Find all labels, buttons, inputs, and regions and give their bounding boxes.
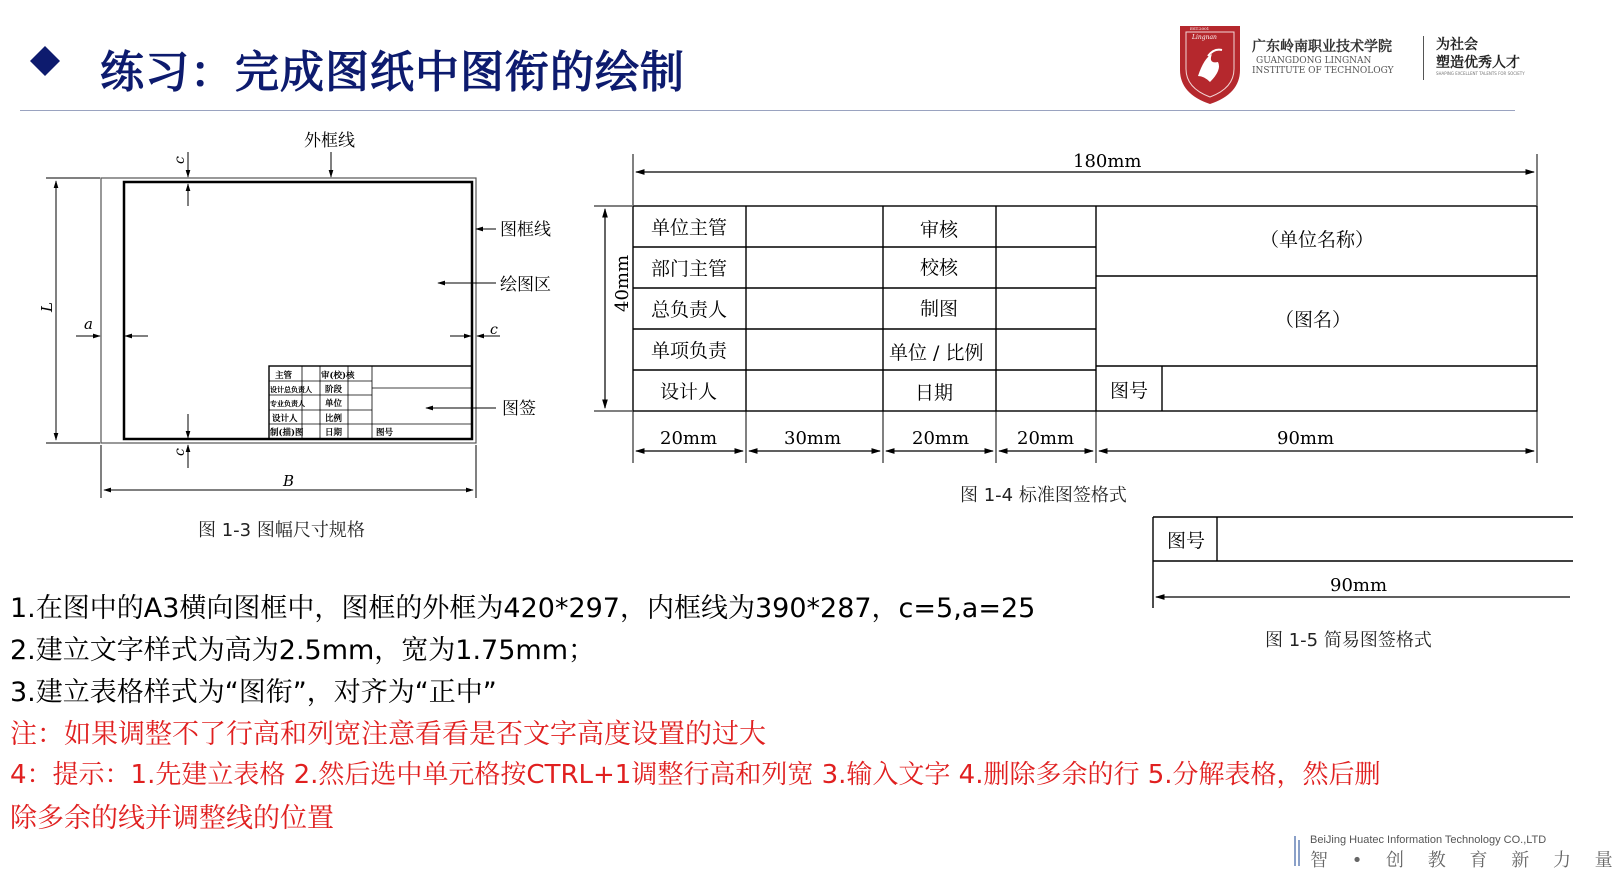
instruction-line-1: 1.在图中的A3横向图框中，图框的外框为420*297，内框线为390*287，c=5,a=25 [10, 593, 1036, 624]
slide-title: 练习：完成图纸中图衔的绘制 [100, 47, 685, 98]
diamond-bullet-icon [30, 46, 60, 76]
label-drawing-area: 绘图区 [500, 275, 551, 295]
footer-slogan: 智 • 创 教 育 新 力 量 [1310, 850, 1622, 871]
motto-line-2: 塑造优秀人才 [1436, 55, 1520, 71]
school-logo [1178, 24, 1548, 108]
mini-cell: 阶段 [325, 385, 343, 395]
dim-c-top: c [172, 156, 188, 164]
cell-drafting: 制图 [920, 298, 959, 320]
school-name-en-2: INSTITUTE OF TECHNOLOGY [1252, 66, 1394, 76]
hint-line-2: 除多余的线并调整线的位置 [10, 803, 334, 834]
cell-chief-responsible: 总负责人 [651, 299, 728, 321]
mini-cell: 比例 [325, 414, 343, 424]
mini-cell: 图号 [376, 428, 394, 438]
dim-height: 40mm [612, 254, 633, 312]
footer-bars-icon [1294, 836, 1302, 866]
figure-1-4-standard-title-block [586, 140, 1546, 470]
label-frame-line: 图框线 [500, 220, 551, 240]
dim-col-3: 20mm [912, 428, 970, 449]
title-block-grid [633, 206, 1537, 411]
cell-unit-scale: 单位 / 比例 [889, 342, 984, 364]
dim-col-2: 30mm [784, 428, 842, 449]
motto-en: SHAPING EXCELLENT TALENTS FOR SOCIETY [1436, 71, 1525, 76]
caption-fig-1-5: 图 1-5 简易图签格式 [1265, 630, 1432, 651]
dim-c-right: c [490, 322, 498, 338]
figure-1-3-sheet-size [0, 118, 590, 508]
dim-total-width: 180mm [1073, 151, 1142, 172]
dim-B-label: B [283, 472, 295, 490]
cell-designer: 设计人 [660, 381, 718, 403]
header-divider [20, 110, 1515, 111]
dim-col-1: 20mm [660, 428, 718, 449]
cell-date: 日期 [915, 382, 954, 404]
mini-cell: 主管 [275, 371, 293, 381]
simple-dim: 90mm [1330, 575, 1388, 596]
dim-col-4: 20mm [1017, 428, 1075, 449]
mini-cell: 设计总负责人 [270, 385, 312, 394]
figure-1-5-simple-title-block [1148, 512, 1573, 612]
mini-cell: 制(描)图 [270, 428, 304, 438]
caption-fig-1-4: 图 1-4 标准图签格式 [960, 485, 1127, 506]
dim-a-label: a [84, 315, 93, 333]
motto-line-1: 为社会 [1436, 37, 1478, 53]
label-title-block: 图签 [502, 399, 536, 419]
instruction-line-2: 2.建立文字样式为高为2.5mm，宽为1.75mm； [10, 635, 596, 666]
school-name-cn: 广东岭南职业技术学院 [1252, 39, 1392, 55]
caption-fig-1-3: 图 1-3 图幅尺寸规格 [198, 520, 365, 541]
dim-c-bottom: c [172, 448, 188, 456]
cell-drawing-name: （图名） [1275, 309, 1352, 331]
note-line: 注：如果调整不了行高和列宽注意看看是否文字高度设置的过大 [10, 719, 766, 750]
mini-cell: 审(校)核 [321, 371, 355, 381]
dim-col-5: 90mm [1277, 428, 1335, 449]
school-name-en-1: GUANGDONG LINGNAN [1256, 56, 1372, 66]
cell-unit-name: （单位名称） [1260, 229, 1375, 251]
cell-check: 校核 [920, 257, 959, 279]
hint-line-1: 4：提示：1.先建立表格 2.然后选中单元格按CTRL+1调整行高和列宽 3.输入文字 4.删除多余的行 5.分解表格，然后删 [10, 760, 1381, 790]
cell-dept-supervisor: 部门主管 [651, 258, 728, 280]
slide-header [0, 0, 1573, 112]
dim-L-label: L [38, 302, 56, 312]
instruction-line-3: 3.建立表格样式为“图衔”，对齐为“正中” [10, 677, 497, 708]
label-outer-frame: 外框线 [304, 131, 355, 151]
footer-company: BeiJing Huatec Information Technology CO.,LTD [1310, 834, 1547, 846]
mini-cell: 设计人 [272, 414, 298, 424]
badge-word: Lingnan [1192, 34, 1217, 41]
mini-cell: 单位 [325, 399, 343, 409]
mini-cell: 专业负责人 [270, 399, 305, 408]
mini-cell: 日期 [325, 428, 343, 438]
logo-divider [1423, 36, 1424, 80]
cell-drawing-no: 图号 [1110, 380, 1149, 402]
simple-drawing-no: 图号 [1167, 530, 1206, 552]
cell-unit-supervisor: 单位主管 [651, 217, 728, 239]
cell-review: 审核 [920, 219, 959, 241]
cell-item-responsible: 单项负责 [651, 340, 728, 362]
badge-year: EST.2001 [1190, 26, 1210, 31]
